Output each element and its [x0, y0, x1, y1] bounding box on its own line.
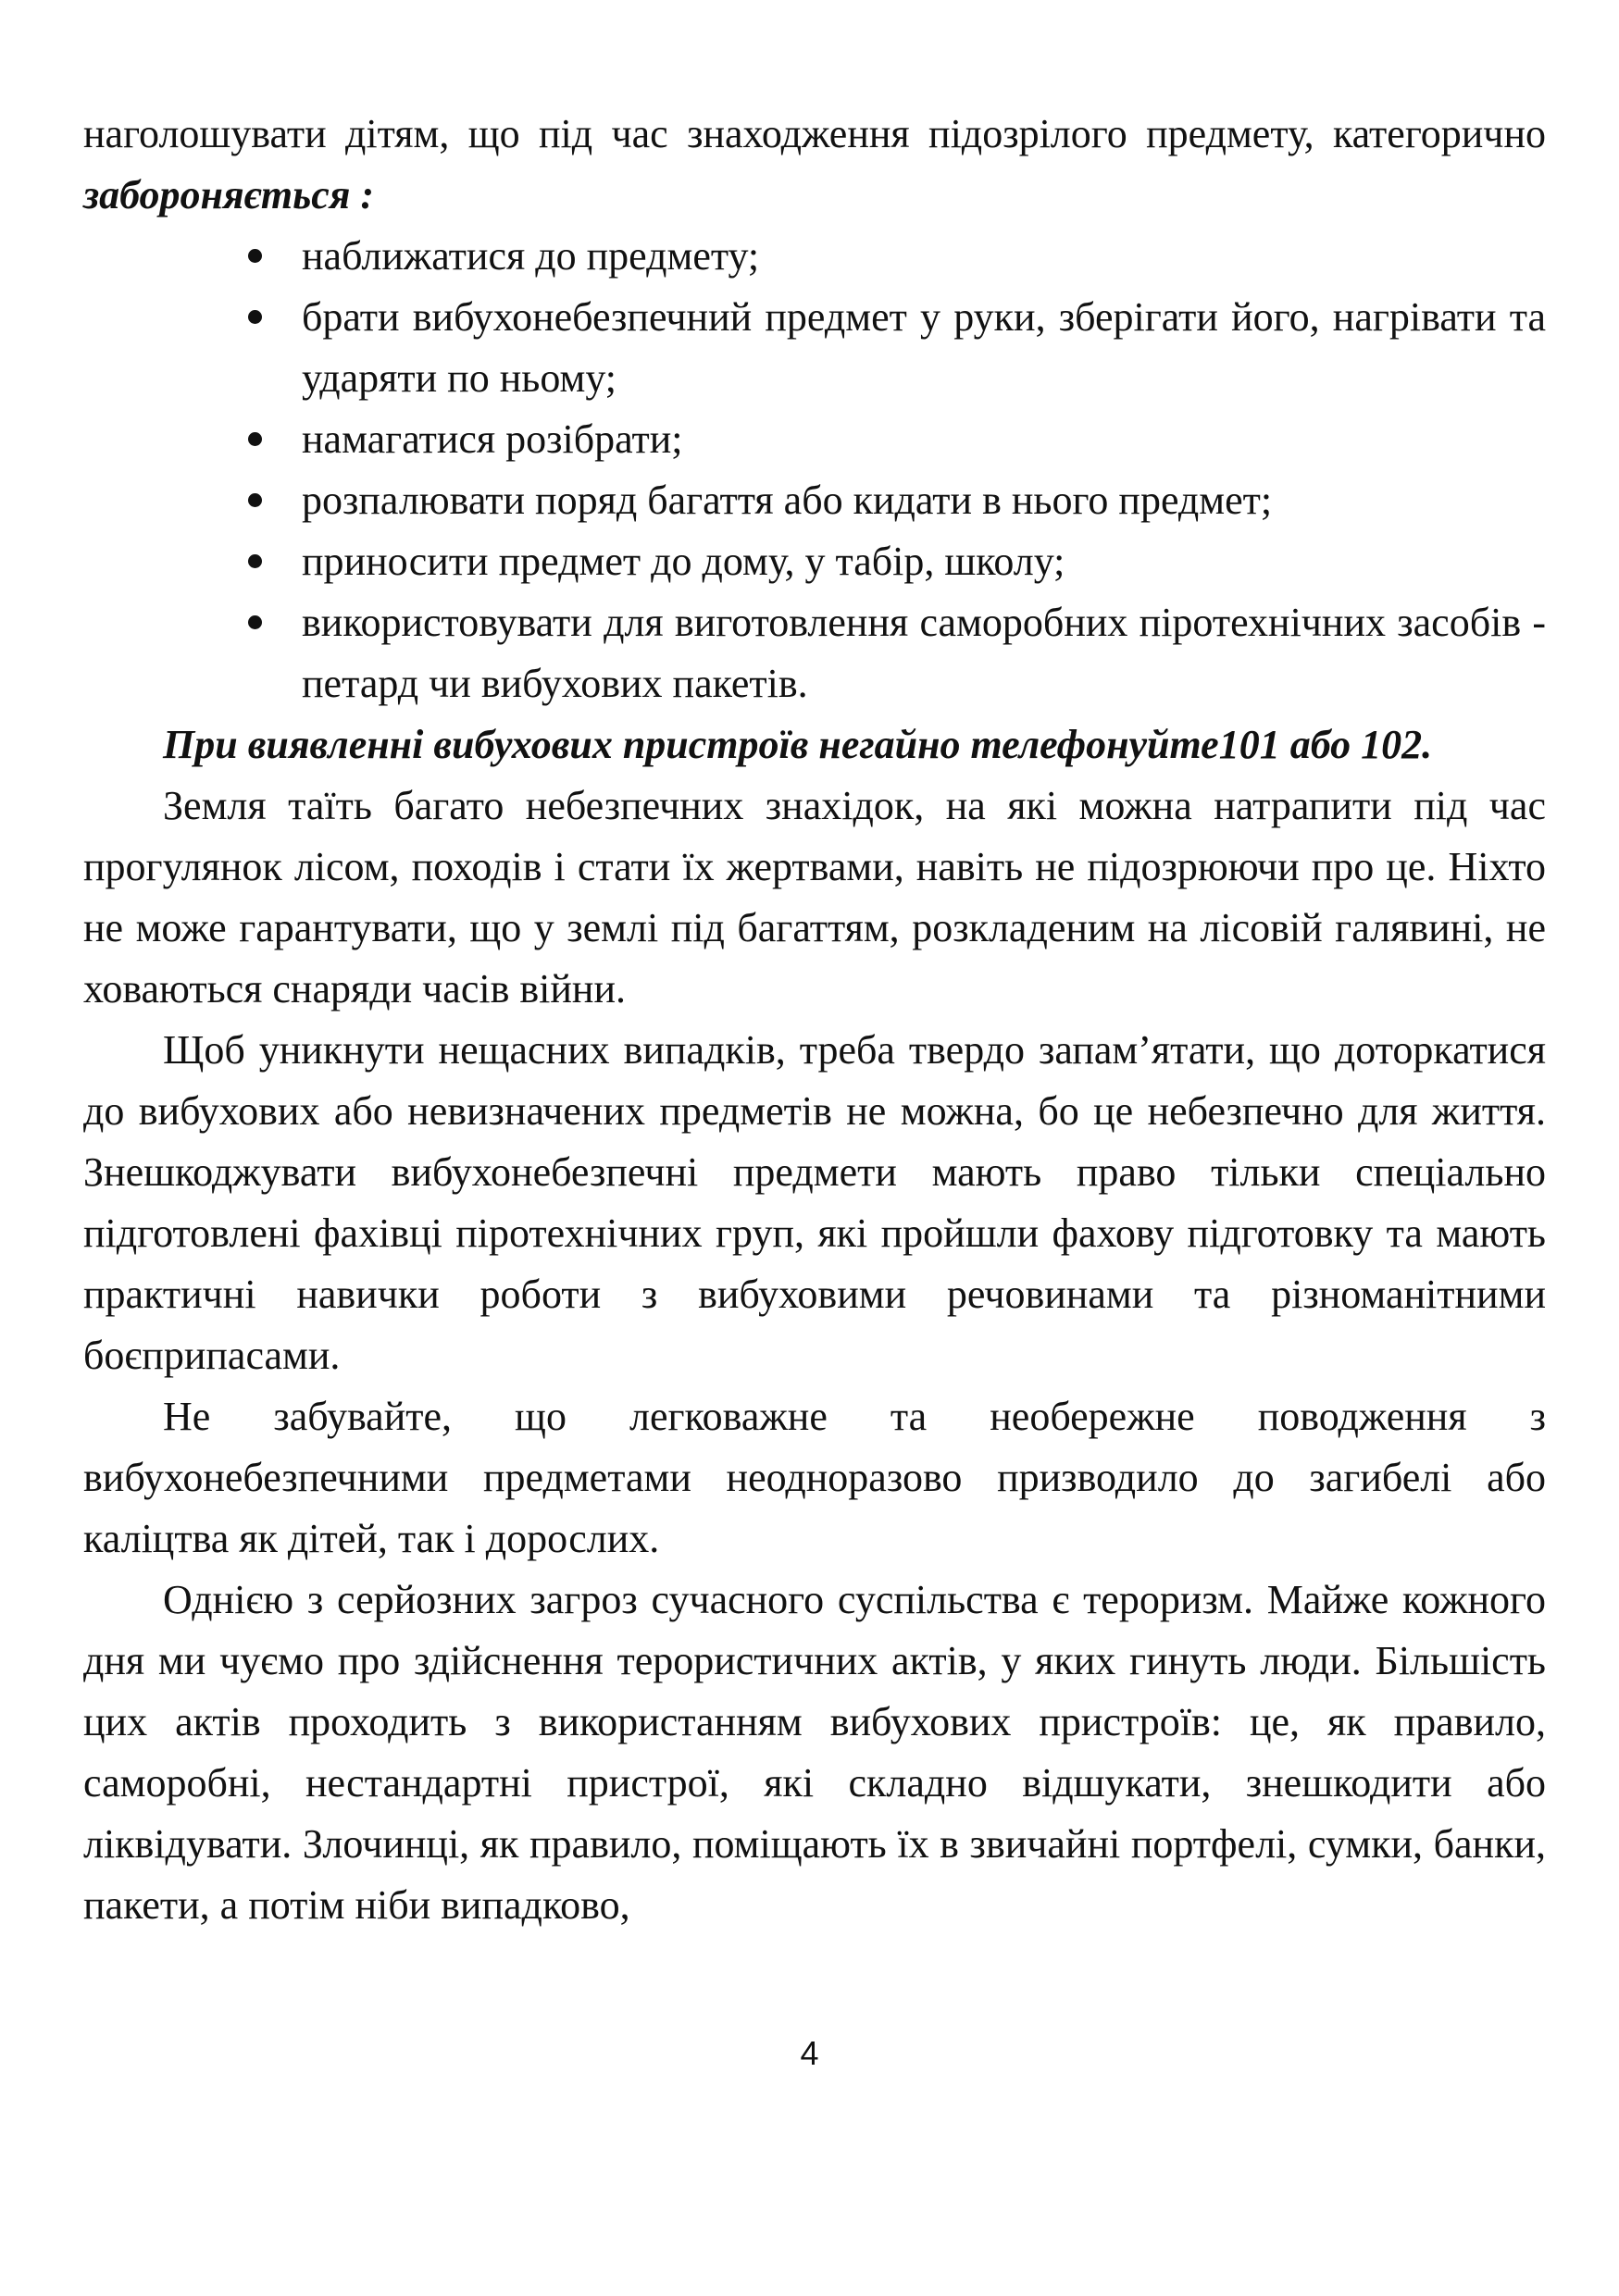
list-item [302, 470, 1546, 531]
list-item [302, 226, 1546, 287]
bullet-icon [248, 615, 262, 629]
list-item [302, 409, 1546, 470]
intro-emphasis: забороняється : [83, 172, 375, 217]
bullet-icon [248, 432, 262, 446]
bullet-icon [248, 493, 262, 507]
page-number: 4 [800, 2034, 819, 2072]
list-item [302, 592, 1546, 714]
body-paragraph: Щоб уникнути нещасних випадків, треба твердо запам’ятати, що доторкатися до вибухових або невизначених предметів не можна, бо це небезпечно для життя. Знешкоджувати вибухонебезпечні предмети мають право тільки спеціально підготовлені фахівці піротехнічних груп, які пройшли фахову підготовку та мають практичні навички роботи з вибуховими речовинами та різноманітними боєприпасами. [83, 1027, 1546, 1378]
list-item-text: приносити предмет до дому, у табір, школу; [302, 539, 1065, 584]
list-item-text: використовувати для виготовлення саморобних піротехнічних засобів - петард чи вибухових пакетів. [302, 600, 1546, 706]
list-item-text: брати вибухонебезпечний предмет у руки, зберігати його, нагрівати та ударяти по ньому; [302, 294, 1546, 401]
page-content [83, 104, 1546, 1936]
list-item-text: наближатися до предмету; [302, 233, 760, 279]
body-paragraph: Земля таїть багато небезпечних знахідок, на які можна натрапити під час прогулянок лісом, походів і стати їх жертвами, навіть не підозрюючи про це. Ніхто не може гарантувати, що у землі під багаттям, розкладеним на лісовій галявині, не ховаються снаряди часів війни. [83, 783, 1546, 1011]
body-paragraph: Не забувайте, що легковажне та необережне поводження з вибухонебезпечними предметами неодноразово призводило до загибелі або каліцтва як дітей, так і дорослих. [83, 1394, 1546, 1561]
list-item [302, 531, 1546, 592]
bullet-icon [248, 310, 262, 324]
list-item-text: розпалювати поряд багаття або кидати в нього предмет; [302, 478, 1273, 523]
intro-paragraph [83, 104, 1546, 226]
list-item-text: намагатися розібрати; [302, 416, 683, 462]
body-paragraph: Однією з серйозних загроз сучасного суспільства є тероризм. Майже кожного дня ми чуємо про здійснення терористичних актів, у яких гинуть люди. Більшість цих актів проходить з використанням вибухових пристроїв: це, як правило, саморобні, нестандартні пристрої, які складно відшукати, знешкодити або ліквідувати. Злочинці, як правило, поміщають їх в звичайні портфелі, сумки, банки, пакети, а потім ніби випадково, [83, 1577, 1546, 1928]
bullet-icon [248, 554, 262, 568]
prohibitions-list [83, 226, 1546, 714]
intro-text: наголошувати дітям, що під час знаходження підозрілого предмету, категорично [83, 111, 1546, 156]
bullet-icon [248, 249, 262, 263]
emergency-alert: При виявленні вибухових пристроїв негайно телефонуйте101 або 102. [163, 722, 1433, 767]
list-item [302, 287, 1546, 409]
